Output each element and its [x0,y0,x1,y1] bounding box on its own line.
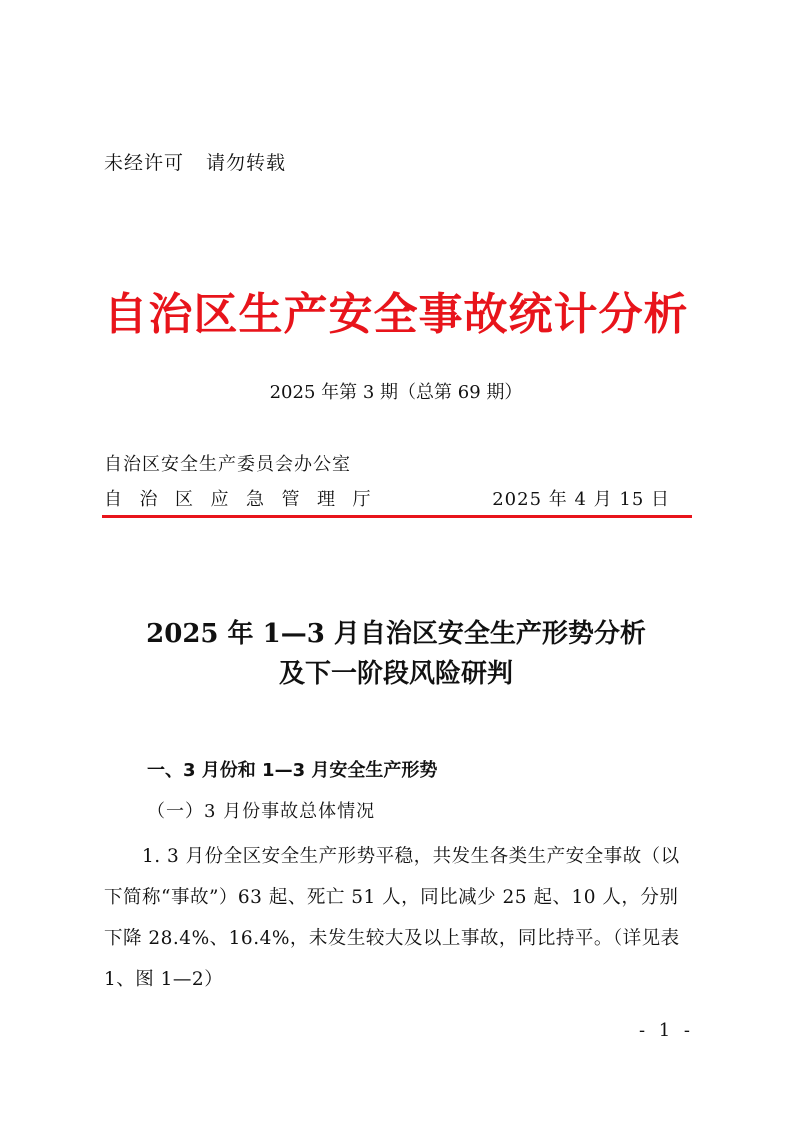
subsection-heading: （一）3 月份事故总体情况 [147,801,376,822]
body-paragraph [104,836,694,1000]
reprint-notice [104,148,286,175]
issue-line: 2025 年第 3 期（总第 69 期） [269,382,523,403]
body-paragraph-text: 1. 3 月份全区安全生产形势平稳，共发生各类生产安全事故（以下简称“事故”）63 起、死亡 51 人，同比减少 25 起、10 人，分别下降 28.4%、16.4%，未发生较大及以上事故，同比持平。（详见表 1、图 1—2） [104,846,680,990]
masthead-title: 自治区生产安全事故统计分析 [103,289,689,340]
publish-date: 2025 年 4 月 15 日 [492,489,670,510]
document-title [0,614,792,694]
reprint-notice-part1: 未经许可 [104,152,185,174]
section-heading: 一、3 月份和 1—3 月安全生产形势 [147,760,438,781]
issuer-org-2: 自治区应急管理厅 [104,489,388,510]
document-title-line1: 2025 年 1—3 月自治区安全生产形势分析 [146,619,646,649]
red-divider [102,515,692,518]
document-title-line2: 及下一阶段风险研判 [278,659,513,689]
issuer-org-1: 自治区安全生产委员会办公室 [104,454,351,475]
reprint-notice-part2: 请勿转载 [206,152,287,174]
page-number: - 1 - [638,1020,694,1041]
